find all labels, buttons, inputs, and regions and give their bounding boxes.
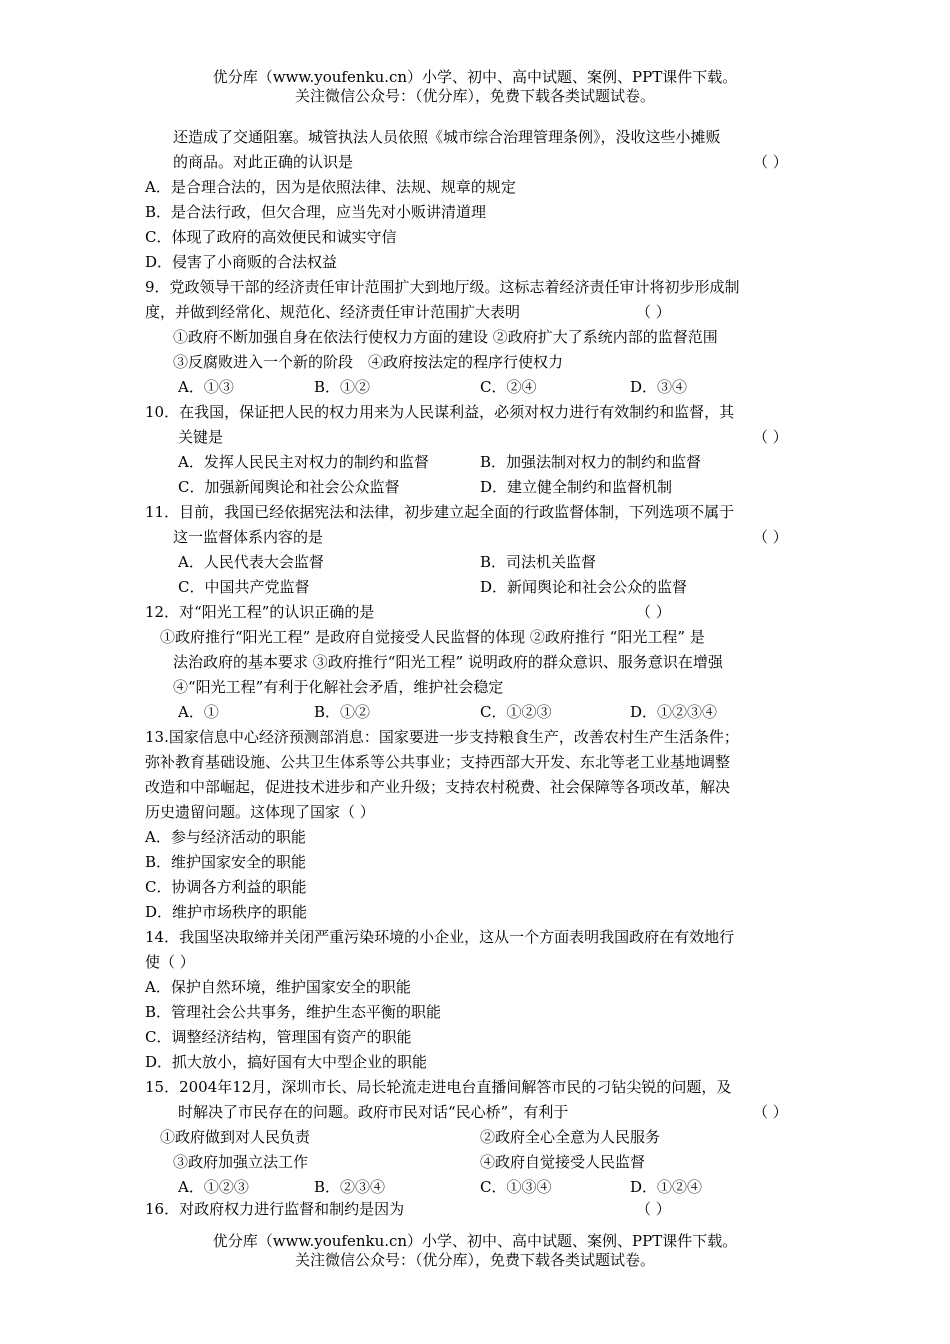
- q13-line-1: 13.国家信息中心经济预测部消息：国家要进一步支持粮食生产，改善农村生产生活条件；: [145, 728, 739, 746]
- q8-answer-paren: （ ）: [753, 153, 788, 171]
- q11-option-b: B．司法机关监督: [480, 553, 597, 571]
- q12-option-c: C．①②③: [480, 703, 552, 721]
- q10-option-a: A．发挥人民民主对权力的制约和监督: [178, 453, 429, 471]
- q9-line-2: 度，并做到经常化、规范化、经济责任审计范围扩大表明: [145, 303, 521, 321]
- q10-option-d: D．建立健全制约和监督机制: [480, 478, 673, 496]
- q15-statement-4: ④政府自觉接受人民监督: [480, 1153, 646, 1171]
- q11-line-2: 这一监督体系内容的是: [173, 528, 324, 546]
- q11-answer-paren: （ ）: [753, 528, 788, 546]
- q9-option-b: B．①②: [314, 378, 371, 396]
- q15-option-d: D．①②④: [630, 1178, 703, 1196]
- q14-option-d: D．抓大放小，搞好国有大中型企业的职能: [145, 1053, 428, 1071]
- q12-answer-paren: （ ）: [636, 603, 671, 621]
- q9-answer-paren: （ ）: [636, 303, 671, 321]
- q9-option-c: C．②④: [480, 378, 537, 396]
- q10-option-c: C．加强新闻舆论和社会公众监督: [178, 478, 400, 496]
- q16-line-1: 16．对政府权力进行监督和制约是因为: [145, 1200, 405, 1218]
- q15-option-a: A．①②③: [178, 1178, 249, 1196]
- q10-line-2: 关键是: [178, 428, 224, 446]
- q12-statement-1: ①政府推行“阳光工程” 是政府自觉接受人民监督的体现 ②政府推行 “阳光工程” 是: [160, 628, 705, 646]
- q13-option-d: D．维护市场秩序的职能: [145, 903, 308, 921]
- q8-line-1: 还造成了交通阻塞。城管执法人员依照《城市综合治理管理条例》，没收这些小摊贩: [173, 128, 721, 146]
- q16-answer-paren: （ ）: [636, 1200, 671, 1218]
- q8-option-a: A．是合理合法的，因为是依照法律、法规、规章的规定: [145, 178, 516, 196]
- q8-option-c: C．体现了政府的高效便民和诚实守信: [145, 228, 397, 246]
- header-line-1: 优分库（www.youfenku.cn）小学、初中、高中试题、案例、PPT课件下载。: [212, 68, 738, 86]
- q11-option-c: C．中国共产党监督: [178, 578, 310, 596]
- q15-statement-3: ③政府加强立法工作: [173, 1153, 309, 1171]
- q9-statement-2: ③反腐败进入一个新的阶段 ④政府按法定的程序行使权力: [173, 353, 564, 371]
- q8-option-d: D．侵害了小商贩的合法权益: [145, 253, 338, 271]
- q14-option-c: C．调整经济结构，管理国有资产的职能: [145, 1028, 412, 1046]
- q15-statement-1: ①政府做到对人民负责: [160, 1128, 311, 1146]
- q14-option-b: B．管理社会公共事务，维护生态平衡的职能: [145, 1003, 442, 1021]
- q8-line-2: 的商品。对此正确的认识是: [173, 153, 354, 171]
- q9-statement-1: ①政府不断加强自身在依法行使权力方面的建设 ②政府扩大了系统内部的监督范围: [173, 328, 718, 346]
- q13-option-c: C．协调各方利益的职能: [145, 878, 307, 896]
- q11-line-1: 11．目前，我国已经依据宪法和法律，初步建立起全面的行政监督体制，下列选项不属于: [145, 503, 735, 521]
- q15-statement-2: ②政府全心全意为人民服务: [480, 1128, 661, 1146]
- q12-option-d: D．①②③④: [630, 703, 718, 721]
- q12-statement-2: 法治政府的基本要求 ③政府推行“阳光工程” 说明政府的群众意识、服务意识在增强: [173, 653, 723, 671]
- q12-option-b: B．①②: [314, 703, 371, 721]
- q11-option-d: D．新闻舆论和社会公众的监督: [480, 578, 688, 596]
- q15-line-2: 时解决了市民存在的问题。政府市民对话“民心桥”，有利于: [178, 1103, 569, 1121]
- q14-line-1: 14．我国坚决取缔并关闭严重污染环境的小企业，这从一个方面表明我国政府在有效地行: [145, 928, 735, 946]
- q15-option-b: B．②③④: [314, 1178, 386, 1196]
- q9-line-1: 9．党政领导干部的经济责任审计范围扩大到地厅级。这标志着经济责任审计将初步形成制: [145, 278, 740, 296]
- q10-option-b: B．加强法制对权力的制约和监督: [480, 453, 702, 471]
- q9-option-d: D．③④: [630, 378, 688, 396]
- q15-line-1: 15．2004年12月，深圳市长、局长轮流走进电台直播间解答市民的刁钻尖锐的问题，及: [145, 1078, 732, 1096]
- q13-line-4: 历史遗留问题。这体现了国家（ ）: [145, 803, 375, 821]
- q13-line-3: 改造和中部崛起，促进技术进步和产业升级；支持农村税费、社会保障等各项改革，解决: [145, 778, 731, 796]
- q12-option-a: A．①: [178, 703, 219, 721]
- page-header: [0, 68, 950, 106]
- footer-line-1: 优分库（www.youfenku.cn）小学、初中、高中试题、案例、PPT课件下载。: [212, 1232, 738, 1250]
- q11-option-a: A．人民代表大会监督: [178, 553, 324, 571]
- q12-line-1: 12．对“阳光工程”的认识正确的是: [145, 603, 375, 621]
- q13-option-a: A．参与经济活动的职能: [145, 828, 306, 846]
- q15-option-c: C．①③④: [480, 1178, 552, 1196]
- q13-option-b: B．维护国家安全的职能: [145, 853, 307, 871]
- q9-option-a: A．①③: [178, 378, 234, 396]
- q12-statement-3: ④“阳光工程”有利于化解社会矛盾，维护社会稳定: [173, 678, 504, 696]
- q8-option-b: B．是合法行政，但欠合理，应当先对小贩讲清道理: [145, 203, 487, 221]
- page-footer: [0, 1232, 950, 1270]
- header-line-2: 关注微信公众号：（优分库），免费下载各类试题试卷。: [294, 87, 655, 105]
- q15-answer-paren: （ ）: [753, 1103, 788, 1121]
- footer-line-2: 关注微信公众号：（优分库），免费下载各类试题试卷。: [294, 1251, 655, 1269]
- q10-answer-paren: （ ）: [753, 428, 788, 446]
- q13-line-2: 弥补教育基础设施、公共卫生体系等公共事业；支持西部大开发、东北等老工业基地调整: [145, 753, 731, 771]
- q14-option-a: A．保护自然环境，维护国家安全的职能: [145, 978, 411, 996]
- q14-line-2: 使（ ）: [145, 953, 195, 971]
- q10-line-1: 10．在我国，保证把人民的权力用来为人民谋利益，必须对权力进行有效制约和监督，其: [145, 403, 735, 421]
